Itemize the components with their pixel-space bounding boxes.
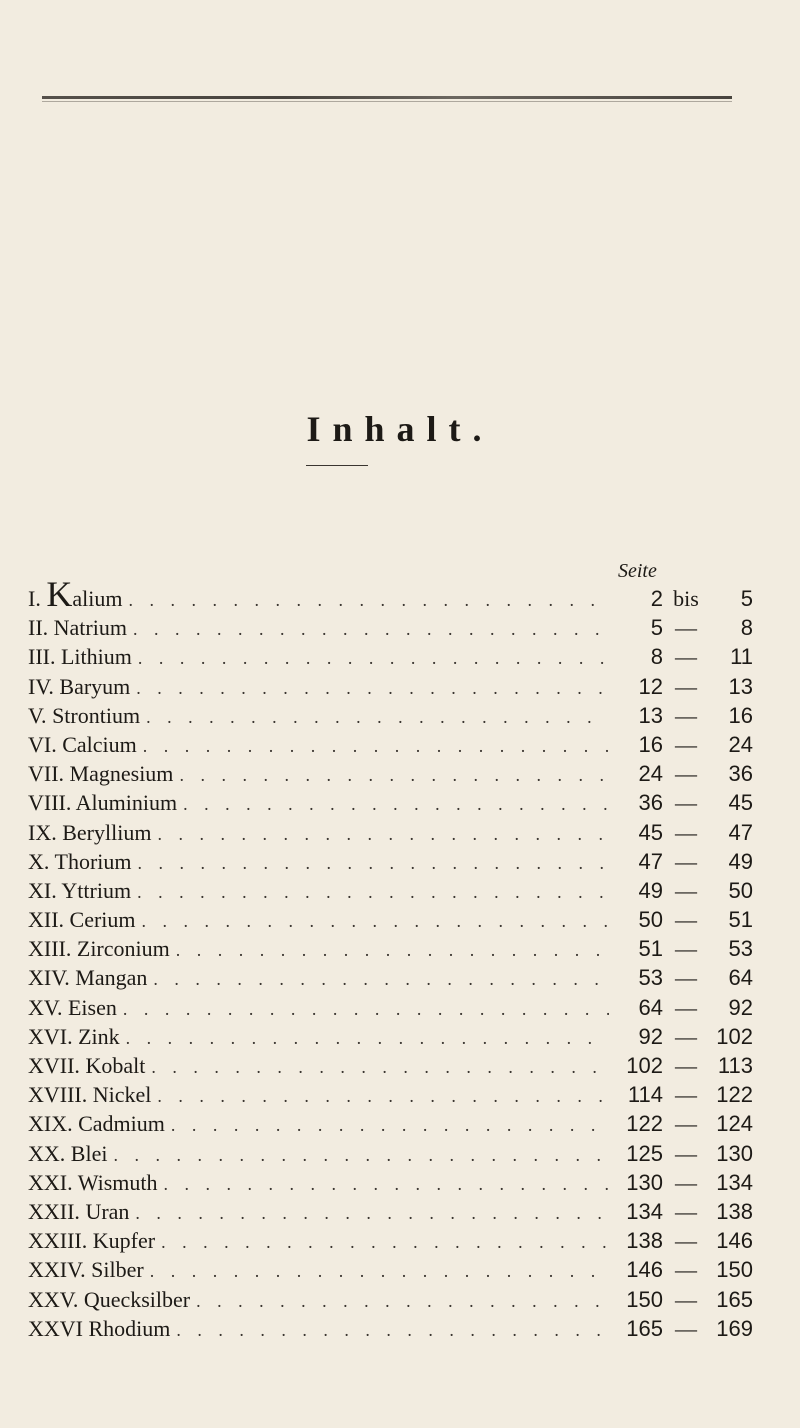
page-range-separator: bis [673,586,699,611]
page-range-separator: — [675,1315,697,1341]
toc-entry-numeral: II. [28,615,49,641]
toc-entry-title [28,1053,151,1079]
toc-entry-numeral: IX. [28,819,57,845]
page-from: 5 [650,615,663,641]
toc-entry-numeral: XXV. [28,1286,79,1312]
toc-entry-numeral: IV. [28,673,54,699]
toc-entry [28,703,753,732]
toc-entry [28,1228,753,1257]
dot-leader [183,794,609,815]
toc-entry-numeral: XVII. [28,1053,80,1078]
page-from: 130 [626,1169,663,1195]
page-from: 12 [638,673,663,699]
toc-entry-title [28,995,123,1021]
top-rule [42,96,732,99]
page-range-separator: — [675,1111,697,1137]
toc-entry-name: Aluminium [75,790,178,816]
page-range-separator: — [675,907,697,933]
toc-entry-name: Kobalt [85,1053,146,1078]
toc-entry [28,1111,753,1140]
toc-entry-numeral: XXI. [28,1169,73,1195]
dot-leader [151,1057,609,1078]
toc-entry [28,1257,753,1286]
page-from: 2 [650,586,663,611]
dot-leader [171,1115,609,1136]
dot-leader [179,765,609,786]
toc-entry [28,1199,753,1228]
toc-entry-title [28,574,128,614]
page-from: 125 [626,1140,663,1166]
page-range-separator: — [675,1023,697,1049]
page-from: 13 [638,702,663,728]
toc-entry-title [28,1082,157,1108]
toc-entry [28,615,753,644]
page-to: 11 [730,644,753,670]
toc-entry-name: Mangan [75,965,148,991]
page-from: 45 [638,819,663,845]
toc-entry-numeral: XIX. [28,1111,73,1137]
page-from: 138 [626,1228,663,1254]
dot-leader [146,707,609,728]
page-from: 122 [626,1111,663,1137]
page-to: 64 [728,965,753,991]
toc-entry-title [28,1287,196,1313]
page-from: 50 [638,907,663,933]
toc-entry-numeral: XII. [28,907,65,933]
toc-entry-name: Kupfer [92,1228,156,1254]
toc-entry-name: Magnesium [69,761,174,787]
toc-entry-title [28,1199,135,1225]
toc-entry-initial: K [46,574,73,614]
toc-entry-name: Eisen [67,994,117,1020]
page-range-separator: — [675,1082,697,1108]
toc-entry-name: Nickel [92,1082,152,1108]
page-range-separator: — [675,615,697,641]
toc-entry-numeral: XI. [28,877,57,903]
dot-leader [123,999,609,1020]
toc-entry-numeral: V. [28,702,47,728]
toc-entry-title [28,732,143,758]
page-range-separator: — [675,994,697,1020]
toc-entry-numeral: VII. [28,761,65,787]
toc-entry-title [28,615,133,641]
dot-leader [138,853,610,874]
toc-entry [28,761,753,790]
page-range-separator: — [675,965,697,991]
toc-entry [28,732,753,761]
toc-entry-numeral: XXIII. [28,1228,88,1254]
toc-entry-title [28,936,176,962]
toc-entry-numeral: XVI. [28,1023,73,1049]
toc-entry-title [28,965,153,991]
toc-entry [28,1141,753,1170]
page-from: 102 [626,1053,663,1078]
toc-entry-name: Strontium [52,702,141,728]
toc-entry-numeral: XIII. [28,936,72,962]
toc-entry-title [28,703,146,729]
dot-leader [157,824,609,845]
toc-entry [28,965,753,994]
toc-entry-title [28,1170,164,1196]
toc-entry-numeral: X. [28,848,50,874]
toc-entry [28,1287,753,1316]
toc-entry [28,674,753,703]
dot-leader [135,1203,609,1224]
top-rule-thin [42,101,732,102]
page-to: 49 [728,848,753,874]
toc-entry [28,820,753,849]
toc-entry-name: Uran [85,1198,130,1224]
toc-entry-name: Zink [78,1023,120,1049]
page-from: 36 [638,790,663,816]
toc-entry-name: Calcium [62,731,137,757]
toc-entry [28,1024,753,1053]
toc-entry-numeral: XX. [28,1140,66,1166]
toc-entry-name: Blei [70,1140,108,1166]
page-to: 8 [740,615,753,641]
page-from: 53 [638,965,663,991]
page-range-separator: — [675,1053,697,1078]
toc-entry-name: Zirconium [76,936,170,962]
toc-entry-numeral: VIII. [28,790,72,816]
toc-entry-name: alium [72,586,123,611]
dot-leader [126,1028,609,1049]
toc-entry [28,1316,753,1345]
dot-leader [137,882,609,903]
dot-leader [136,678,609,699]
page-to: 92 [728,994,753,1020]
toc-entry [28,644,753,673]
toc-entry-title [28,1316,176,1342]
toc-entry-title [28,761,179,787]
toc-entry-name: Beryllium [62,819,152,845]
toc-entry-numeral: XIV. [28,965,70,991]
dot-leader [150,1261,609,1282]
toc-entry-title [28,1257,150,1283]
page-range-separator: — [675,848,697,874]
toc-entry [28,995,753,1024]
page-to: 16 [728,702,753,728]
page-from: 51 [638,936,663,962]
toc-entry [28,907,753,936]
page-to: 13 [728,673,753,699]
toc-entry [28,1053,753,1082]
toc-entry [28,849,753,878]
page-from: 92 [638,1023,663,1049]
dot-leader [157,1086,609,1107]
page-to: 51 [728,907,753,933]
page-title: Inhalt. [306,409,494,449]
toc-entry-numeral: XXII. [28,1198,80,1224]
page-to: 122 [716,1082,753,1108]
toc-entry-title [28,820,157,846]
toc-entry-name: Cerium [69,907,136,933]
page-to: 5 [740,586,753,611]
toc-entry-title [28,674,136,700]
toc-entry [28,1170,753,1199]
page-range-separator: — [675,1228,697,1254]
page-from: 165 [626,1315,663,1341]
toc-entry-numeral: III. [28,644,56,670]
toc-entry-numeral: XXIV. [28,1257,86,1283]
page-range-separator: — [675,1286,697,1312]
toc-entry-name: Quecksilber [83,1286,191,1312]
page-from: 16 [638,731,663,757]
page-to: 169 [716,1315,753,1341]
page-range-separator: — [675,1140,697,1166]
dot-leader [176,1320,609,1341]
toc-entry-name: Cadmium [78,1111,165,1137]
table-of-contents [28,574,753,1345]
title-divider [306,465,368,466]
page-from: 150 [626,1286,663,1312]
page-range-separator: — [675,790,697,816]
page-to: 50 [728,877,753,903]
dot-leader [113,1145,609,1166]
page-range-separator: — [675,761,697,787]
toc-entry-numeral: VI. [28,731,57,757]
toc-entry-numeral: XV. [28,994,63,1020]
page-to: 45 [728,790,753,816]
page-from: 114 [627,1082,663,1108]
page-from: 47 [638,848,663,874]
page-to: 47 [728,819,753,845]
dot-leader [164,1174,609,1195]
page-to: 124 [716,1111,753,1137]
toc-entry [28,936,753,965]
dot-leader [143,736,609,757]
toc-entry-title [28,1111,171,1137]
dot-leader [138,648,609,669]
page-range-separator: — [675,731,697,757]
page-from: 49 [638,877,663,903]
page-range-separator: — [675,1169,697,1195]
toc-entry-name: Silber [91,1257,144,1283]
dot-leader [128,590,609,611]
toc-entry [28,574,753,615]
toc-entry-title [28,907,142,933]
toc-entry-title [28,878,137,904]
page-range-separator: — [675,1198,697,1224]
page-to: 36 [728,761,753,787]
page-range-separator: — [675,702,697,728]
toc-entry-name: Rhodium [88,1315,171,1341]
dot-leader [161,1232,609,1253]
column-header-seite: Seite [618,560,657,582]
toc-entry-title [28,1228,161,1254]
page-range-separator: — [675,673,697,699]
page-to: 102 [716,1023,753,1049]
toc-entry-title [28,1024,126,1050]
toc-entry-name: Lithium [60,644,132,670]
toc-entry-numeral: I. [28,586,41,611]
dot-leader [153,969,609,990]
page-range-separator: — [675,819,697,845]
page-to: 113 [717,1053,753,1078]
toc-entry-name: Thorium [54,848,132,874]
page-to: 24 [728,731,753,757]
toc-entry-title [28,849,138,875]
toc-entry-name: Natrium [53,615,127,641]
page-to: 134 [716,1169,753,1195]
dot-leader [176,940,609,961]
page-to: 150 [716,1257,753,1283]
page-to: 146 [716,1228,753,1254]
toc-entry-name: Wismuth [77,1169,158,1195]
toc-entry [28,790,753,819]
page-to: 165 [716,1286,753,1312]
toc-entry-name: Yttrium [61,877,132,903]
page-to: 138 [716,1198,753,1224]
toc-entry-numeral: XVIII. [28,1082,88,1108]
dot-leader [142,911,609,932]
page-range-separator: — [675,1257,697,1283]
dot-leader [196,1291,609,1312]
page-range-separator: — [675,644,697,670]
toc-entry [28,878,753,907]
toc-entry-title [28,644,138,670]
page-to: 130 [716,1140,753,1166]
page-to: 53 [728,936,753,962]
toc-entry [28,1082,753,1111]
page-from: 8 [650,644,663,670]
page-from: 24 [638,761,663,787]
page-from: 134 [626,1198,663,1224]
toc-entry-title [28,1141,113,1167]
toc-entry-title [28,790,183,816]
dot-leader [133,619,609,640]
page-from: 146 [626,1257,663,1283]
toc-entry-numeral: XXVI [28,1315,83,1341]
page-from: 64 [638,994,663,1020]
page-range-separator: — [675,936,697,962]
page-range-separator: — [675,877,697,903]
toc-entry-name: Barуum [59,673,131,699]
